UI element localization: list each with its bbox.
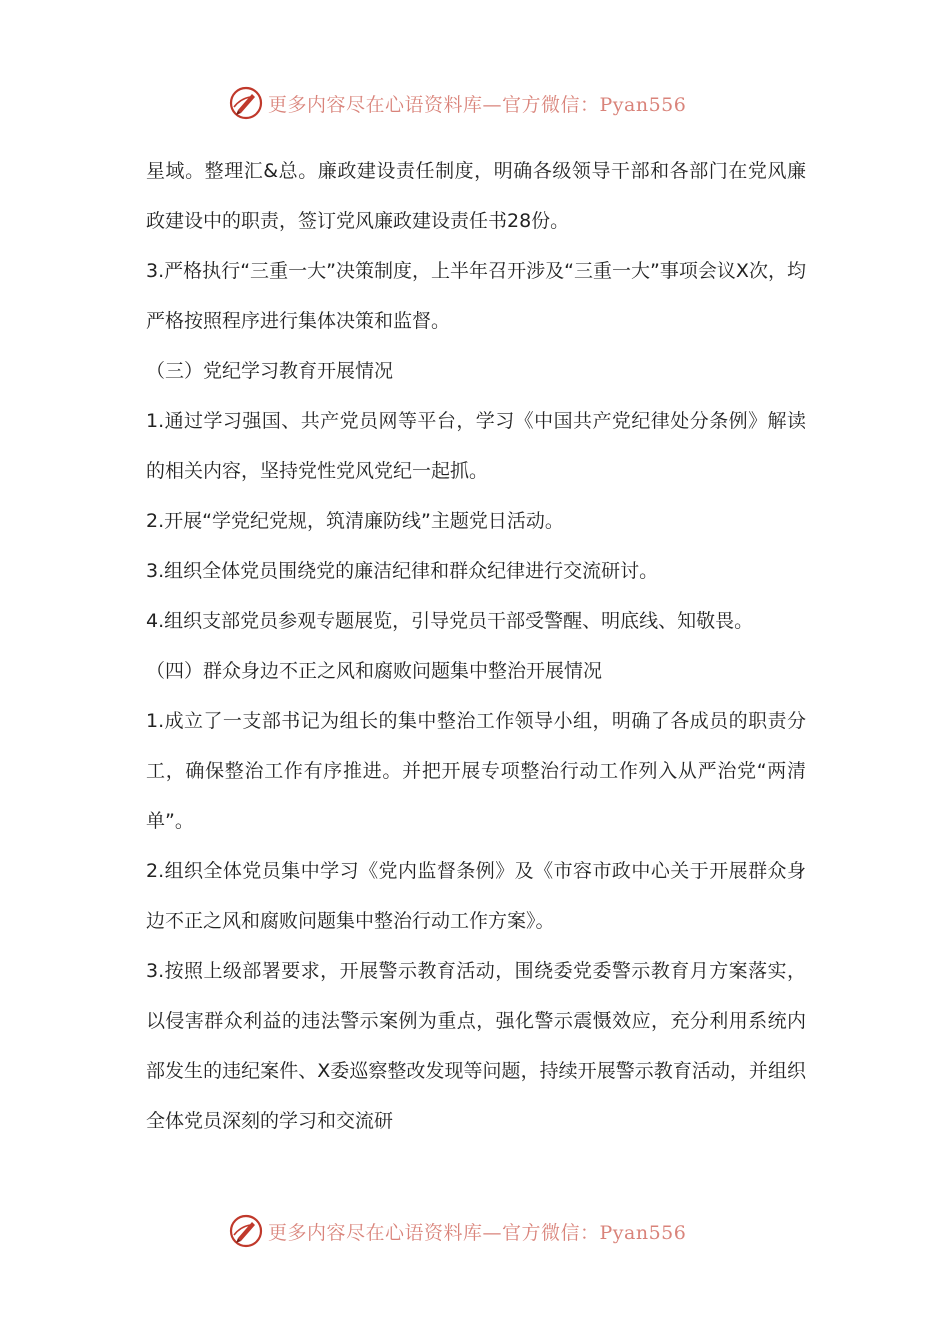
section-heading: （四）群众身边不正之风和腐败问题集中整治开展情况 (146, 660, 603, 682)
paragraph: 2.组织全体党员集中学习《党内监督条例》及《市容市政中心关于开展群众身边不正之风和腐败问题集中整治行动工作方案》。 (146, 860, 806, 932)
watermark-text-top: 更多内容尽在心语资料库—官方微信：Pyan556 (268, 93, 687, 116)
paragraph: 3.组织全体党员围绕党的廉洁纪律和群众纪律进行交流研讨。 (146, 560, 659, 582)
paragraph: 3.按照上级部署要求，开展警示教育活动，围绕委党委警示教育月方案落实，以侵害群众利益的违法警示案例为重点，强化警示震慑效应，充分利用系统内部发生的违纪案件、X委巡察整改发现等问题，持续开展警示教育活动，并组织全体党员深刻的学习和交流研 (146, 960, 806, 1132)
paragraph: 星域。整理汇&总。廉政建设责任制度，明确各级领导干部和各部门在党风廉政建设中的职责，签订党风廉政建设责任书28份。 (146, 160, 806, 232)
paragraph: 3.严格执行“三重一大”决策制度，上半年召开涉及“三重一大”事项会议X次，均严格按照程序进行集体决策和监督。 (146, 260, 806, 332)
section-heading: （三）党纪学习教育开展情况 (146, 360, 394, 382)
watermark-banner-top (228, 83, 686, 123)
paragraph: 4.组织支部党员参观专题展览，引导党员干部受警醒、明底线、知敬畏。 (146, 610, 754, 632)
paragraph: 2.开展“学党纪党规，筑清廉防线”主题党日活动。 (146, 510, 564, 532)
paragraph: 1.通过学习强国、共产党员网等平台，学习《中国共产党纪律处分条例》解读的相关内容，坚持党性党风党纪一起抓。 (146, 410, 806, 482)
watermark-banner-bottom (228, 1211, 686, 1251)
paragraph: 1.成立了一支部书记为组长的集中整治工作领导小组，明确了各成员的职责分工，确保整治工作有序推进。并把开展专项整治行动工作列入从严治党“两清单”。 (146, 710, 806, 832)
document-body (146, 146, 806, 1146)
pen-seal-icon (228, 1213, 264, 1249)
watermark-text-bottom: 更多内容尽在心语资料库—官方微信：Pyan556 (268, 1221, 687, 1244)
pen-seal-icon (228, 85, 264, 121)
